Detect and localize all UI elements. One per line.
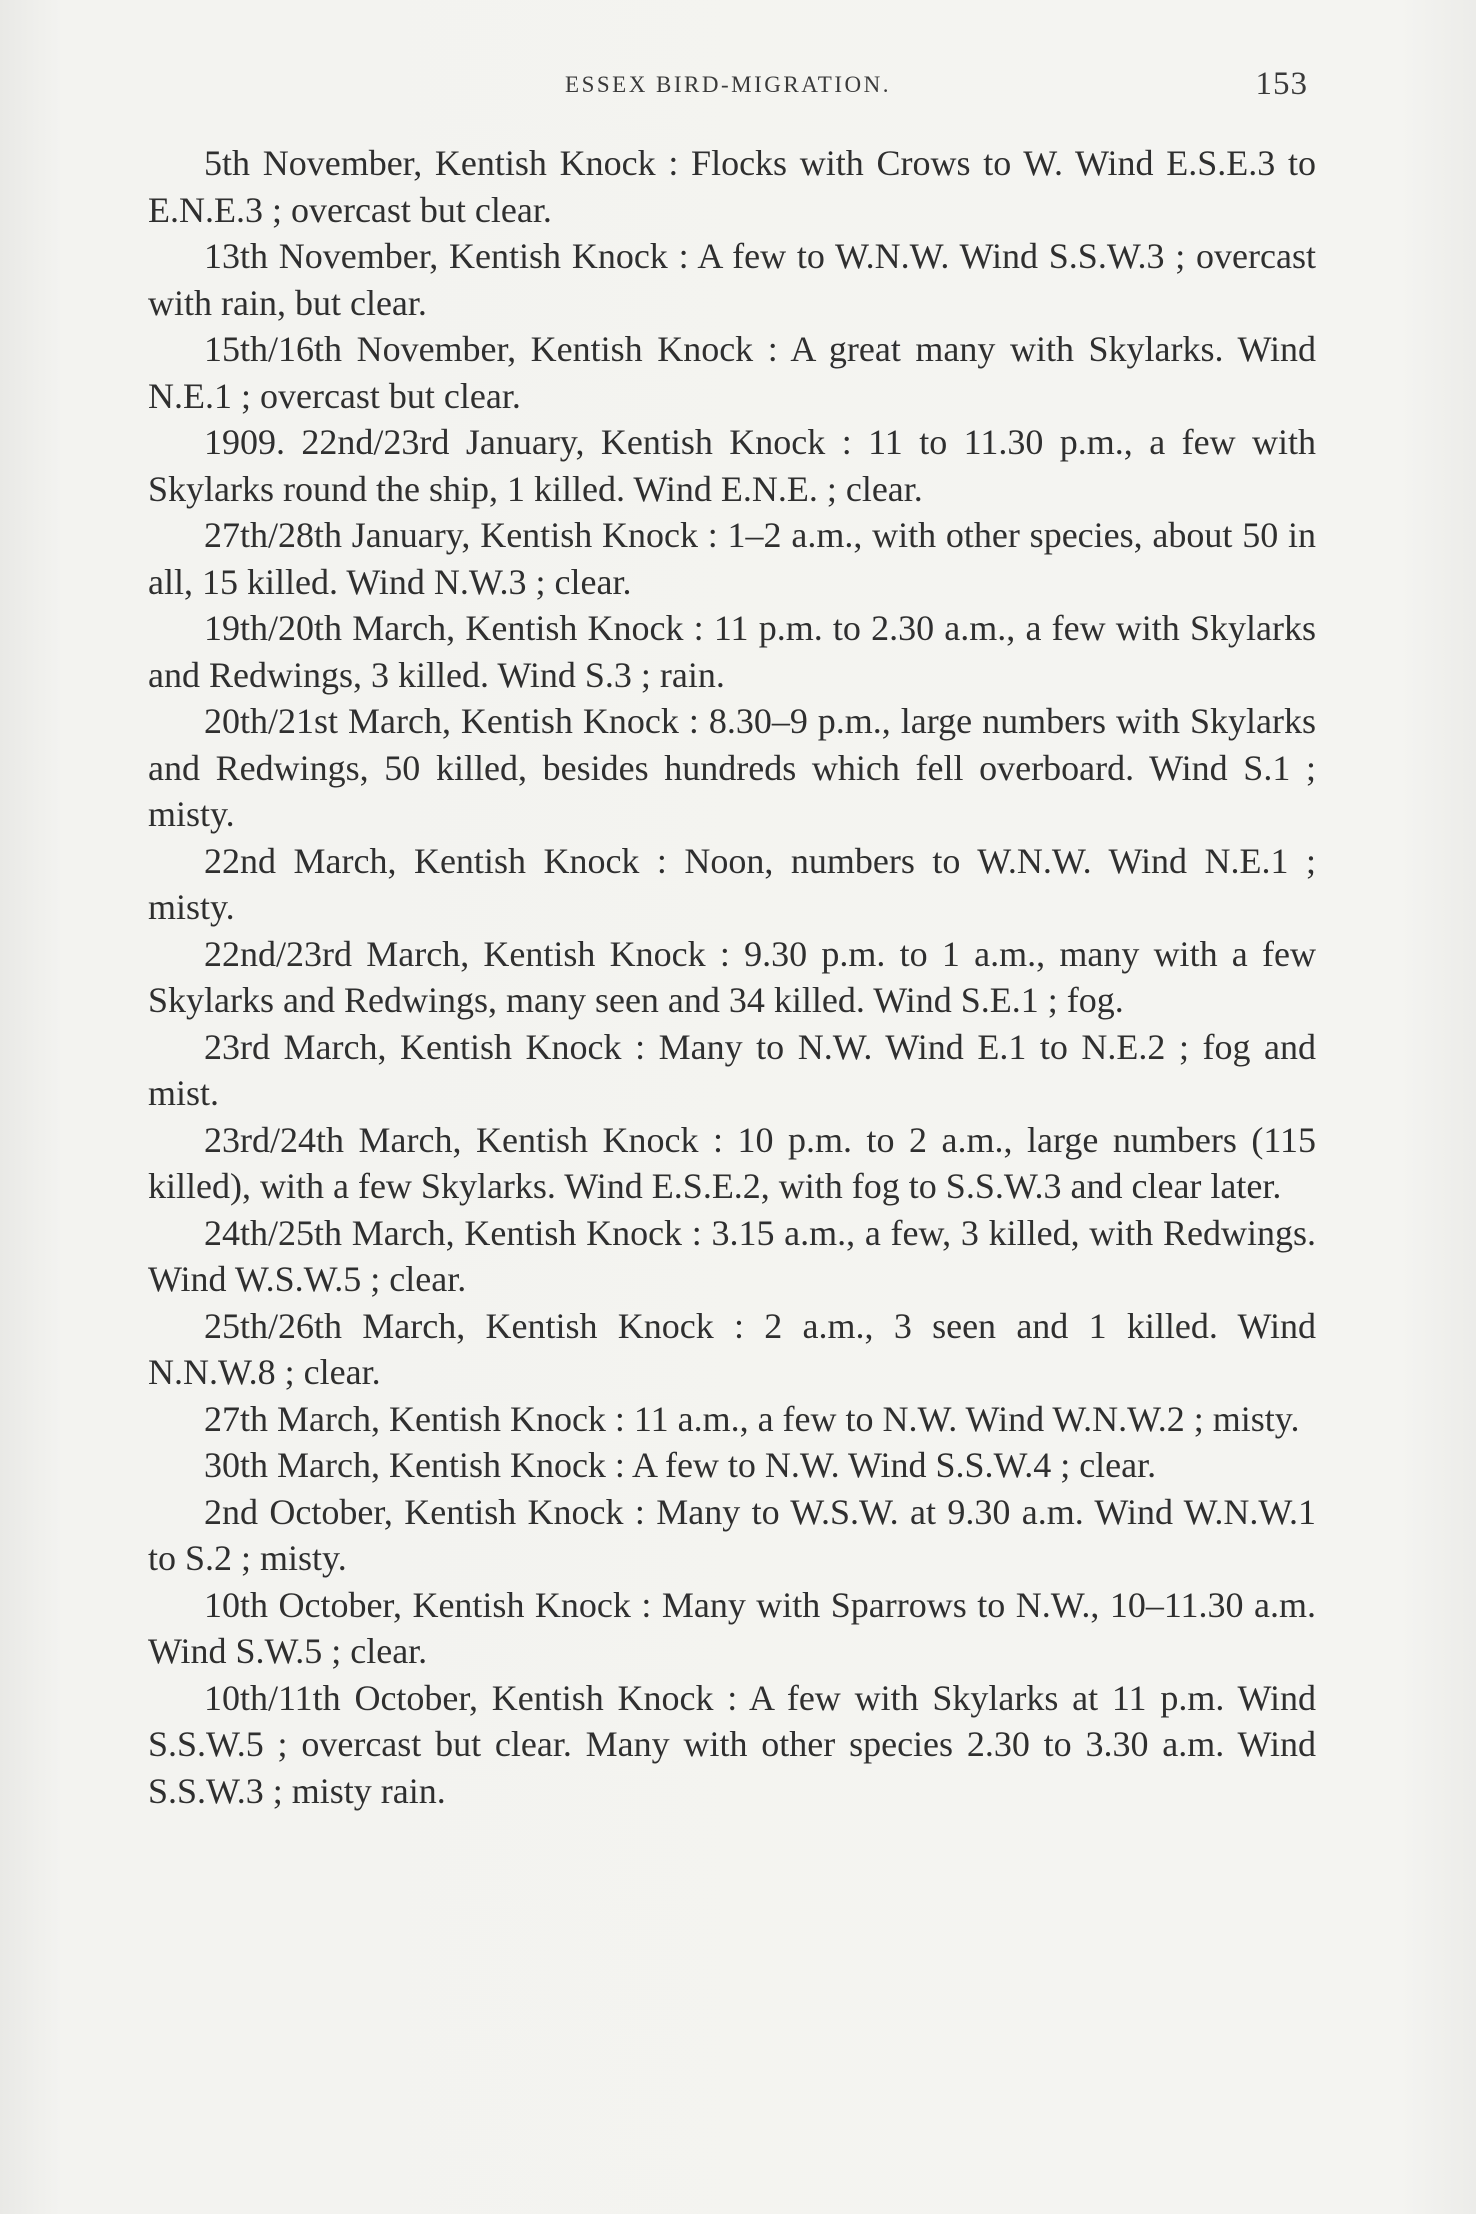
record-entry: 30th March, Kentish Knock : A few to N.W. Wind S.S.W.4 ; clear. bbox=[204, 1445, 1157, 1485]
record-entry: 27th/28th January, Kentish Knock : 1–2 a.m., with other species, about 50 in all, 15 killed. Wind N.W.3 ; clear. bbox=[148, 515, 1316, 602]
page-number: 153 bbox=[1255, 66, 1308, 102]
record-entry: 23rd March, Kentish Knock : Many to N.W. Wind E.1 to N.E.2 ; fog and mist. bbox=[148, 1026, 1316, 1113]
record-entry: 22nd/23rd March, Kentish Knock : 9.30 p.m. to 1 a.m., many with a few Skylarks and Redwings, many seen and 34 killed. Wind S.E.1 ; fog. bbox=[148, 933, 1316, 1020]
record-entry: 23rd/24th March, Kentish Knock : 10 p.m. to 2 a.m., large numbers (115 killed), with a few Skylarks. Wind E.S.E.2, with fog to S.S.W.3 and clear later. bbox=[148, 1119, 1316, 1206]
record-entry: 13th November, Kentish Knock : A few to W.N.W. Wind S.S.W.3 ; overcast with rain, but clear. bbox=[148, 236, 1316, 323]
record-entry: 22nd March, Kentish Knock : Noon, numbers to W.N.W. Wind N.E.1 ; misty. bbox=[148, 840, 1316, 927]
record-entry: 10th October, Kentish Knock : Many with Sparrows to N.W., 10–11.30 a.m. Wind S.W.5 ; clear. bbox=[148, 1584, 1316, 1671]
record-entry: 20th/21st March, Kentish Knock : 8.30–9 p.m., large numbers with Skylarks and Redwings, 50 killed, besides hundreds which fell overboard. Wind S.1 ; misty. bbox=[148, 701, 1316, 834]
record-entry: 5th November, Kentish Knock : Flocks with Crows to W. Wind E.S.E.3 to E.N.E.3 ; overcast but clear. bbox=[148, 143, 1316, 230]
running-title: ESSEX BIRD-MIGRATION. bbox=[565, 72, 891, 97]
record-entry: 19th/20th March, Kentish Knock : 11 p.m. to 2.30 a.m., a few with Skylarks and Redwings, 3 killed. Wind S.3 ; rain. bbox=[148, 608, 1316, 695]
record-entry: 25th/26th March, Kentish Knock : 2 a.m., 3 seen and 1 killed. Wind N.N.W.8 ; clear. bbox=[148, 1305, 1316, 1392]
record-entry: 15th/16th November, Kentish Knock : A great many with Skylarks. Wind N.E.1 ; overcast but clear. bbox=[148, 329, 1316, 416]
record-entry: 24th/25th March, Kentish Knock : 3.15 a.m., a few, 3 killed, with Redwings. Wind W.S.W.5 ; clear. bbox=[148, 1212, 1316, 1299]
record-entry: 2nd October, Kentish Knock : Many to W.S.W. at 9.30 a.m. Wind W.N.W.1 to S.2 ; misty. bbox=[148, 1491, 1316, 1578]
record-entry: 27th March, Kentish Knock : 11 a.m., a few to N.W. Wind W.N.W.2 ; misty. bbox=[204, 1398, 1300, 1439]
record-entry: 10th/11th October, Kentish Knock : A few with Skylarks at 11 p.m. Wind S.S.W.5 ; overcast but clear. Many with other species 2.30 to 3.30 a.m. Wind S.S.W.3 ; misty rain. bbox=[148, 1677, 1316, 1811]
running-head bbox=[148, 66, 1308, 106]
body-text bbox=[148, 140, 1316, 1814]
record-entry: 1909. 22nd/23rd January, Kentish Knock : 11 to 11.30 p.m., a few with Skylarks round the ship, 1 killed. Wind E.N.E. ; clear. bbox=[148, 422, 1316, 509]
